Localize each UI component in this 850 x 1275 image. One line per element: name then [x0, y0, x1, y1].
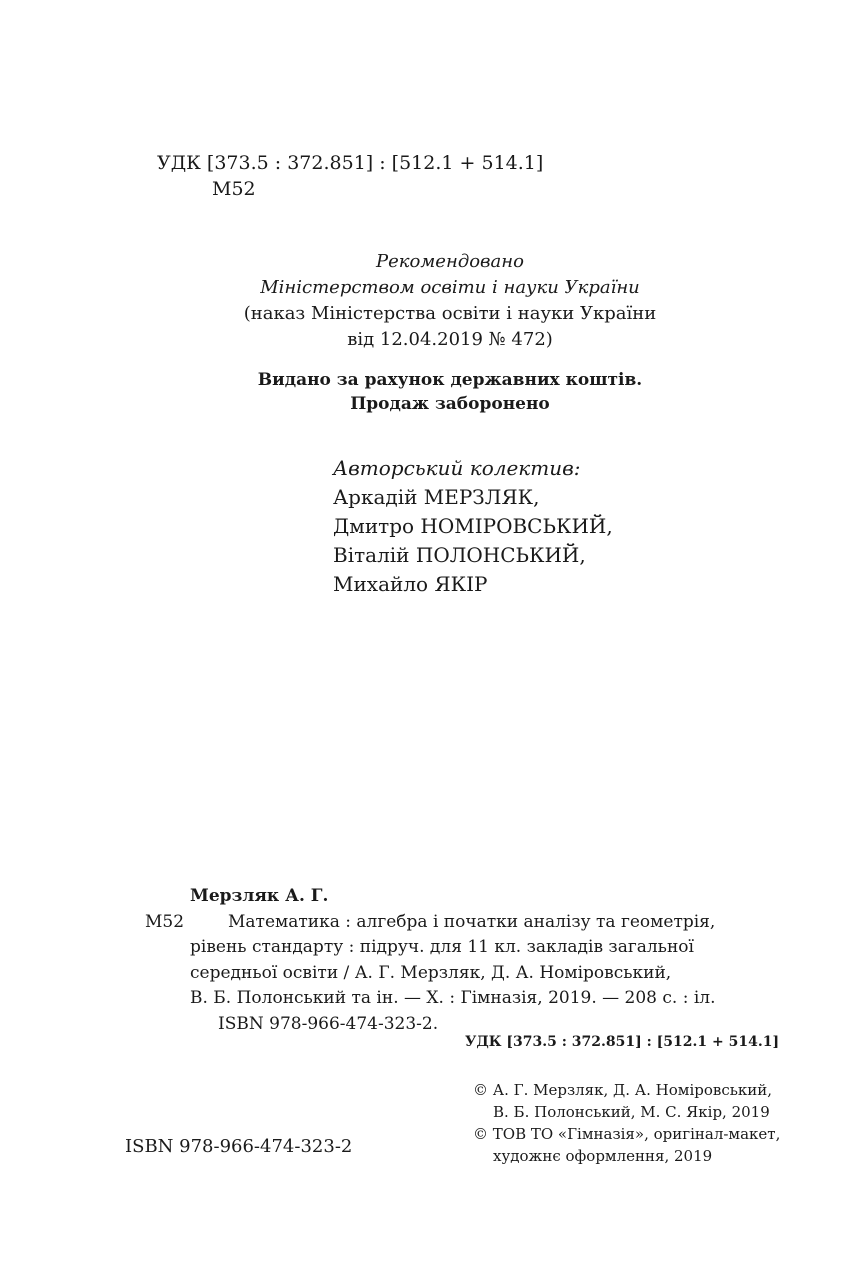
udk-bottom: УДК [373.5 : 372.851] : [512.1 + 514.1]: [465, 1034, 780, 1050]
funding-line-1: Видано за рахунок державних коштів.: [257, 370, 643, 390]
bib-line-3: середньої освіти / А. Г. Мерзляк, Д. А. Номіровський,: [190, 962, 672, 983]
bib-line-1: Математика : алгебра і початки аналізу та геометрія,: [228, 911, 716, 932]
author-name: Віталій ПОЛОНСЬКИЙ,: [333, 543, 586, 567]
funding-line-2: Продаж заборонено: [350, 394, 550, 414]
bib-isbn: ISBN 978-966-474-323-2.: [218, 1013, 439, 1034]
recommendation-block: [0, 249, 850, 353]
authors-heading: Авторський колектив:: [333, 456, 581, 480]
bib-code: М52: [145, 911, 185, 932]
isbn-number: ISBN 978-966-474-323-2: [125, 1136, 353, 1157]
author-name: Аркадій МЕРЗЛЯК,: [333, 485, 540, 509]
recommendation-line-3: (наказ Міністерства освіти і науки України: [243, 303, 657, 324]
copyright-line-4: художнє оформлення, 2019: [493, 1147, 713, 1165]
recommendation-line-1: Рекомендовано: [376, 251, 524, 272]
recommendation-line-2: Міністерством освіти і науки України: [260, 277, 640, 298]
udk-top-code: М52: [212, 178, 256, 200]
copyright-line-2: В. Б. Полонський, М. С. Якір, 2019: [493, 1103, 770, 1121]
author-name: Михайло ЯКІР: [333, 572, 488, 596]
copyright-block: [473, 1079, 780, 1167]
authors-block: [333, 454, 613, 599]
bib-line-2: рівень стандарту : підруч. для 11 кл. закладів загальної: [190, 937, 694, 957]
bib-author: Мерзляк А. Г.: [190, 886, 329, 906]
funding-notice: [0, 368, 850, 416]
udk-top: [157, 150, 543, 202]
recommendation-line-4: від 12.04.2019 № 472): [347, 329, 553, 350]
bib-line-4: В. Б. Полонський та ін. — Х. : Гімназія, 2019. — 208 с. : іл.: [190, 988, 716, 1008]
udk-top-classification: УДК [373.5 : 372.851] : [512.1 + 514.1]: [157, 152, 544, 174]
copyright-line-1: © А. Г. Мерзляк, Д. А. Номіровський,: [473, 1081, 773, 1099]
bibliographic-record: [145, 884, 760, 1037]
author-name: Дмитро НОМІРОВСЬКИЙ,: [333, 514, 613, 538]
copyright-line-3: © ТОВ ТО «Гімназія», оригінал-макет,: [473, 1125, 781, 1143]
